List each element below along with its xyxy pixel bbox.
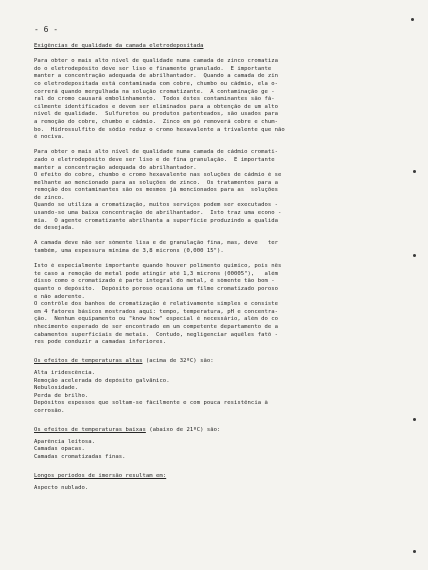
list-item: Nebulosidade. xyxy=(34,385,79,392)
text-line: Para obter o mais alto nível de qualidade numa camada de cádmio cromati- xyxy=(34,149,279,156)
text-line: ção. Nenhum equipamento ou "know how" especial é necessário, além do co xyxy=(34,316,279,323)
text-line: melhante ao mencionado para as soluções de zinco. Os tratamentos para a xyxy=(34,179,279,186)
list-item: Camadas cromatizadas finas. xyxy=(34,453,126,460)
text-line: disso como o cromatizado é parte integral do metal, é sòmente tão bom - xyxy=(34,278,275,285)
margin-mark xyxy=(413,254,416,257)
margin-mark xyxy=(413,418,416,421)
text-line: manter a concentração adequada de abrilhantador. Quando a camada de zin xyxy=(34,73,279,80)
list-item: Depósitos espessos que soltam-se fàcilmente e com pouca resistência à xyxy=(34,400,268,407)
paragraph-thickness xyxy=(34,240,402,255)
text-line: usando-se uma baixa concentração de abrilhantador. Isto traz uma econo - xyxy=(34,210,282,217)
text-line: co eletrodepositada está contaminada com cobre, chumbo ou cádmio, ela o- xyxy=(34,80,279,87)
text-line: Isto é especialmente importante quando houver polimento químico, pois nês xyxy=(34,263,282,270)
text-line: de desejada. xyxy=(34,225,75,232)
text-line: quanto o depósito. Depósito poroso ocasiona um filme cromatizado poroso xyxy=(34,286,279,292)
list-item: corrosão. xyxy=(34,407,65,414)
text-line: e não aderente. xyxy=(34,293,85,300)
text-line: em 4 fatores básicos mostrados aqui: tempo, temperatura, pH e concentra- xyxy=(34,308,279,315)
subsection-suffix: (abaixo de 21ºC) são: xyxy=(145,427,221,434)
list-low-temp xyxy=(34,439,402,462)
text-line: do o eletrodepósito deve ser liso e finamente granulado. É importante xyxy=(34,65,272,72)
text-line: correrá quando mergulhada na solução cromatizante. A contaminação ge - xyxy=(34,88,275,95)
text-line: a remoção do cobre, chumbo e cádmio. Zinco em pó removerá cobre e chum- xyxy=(34,118,279,125)
text-line: Para obter o mais alto nível de qualidade numa camada de zinco cromatiza xyxy=(34,58,279,65)
text-line: cilmente identificados e devem ser eliminados para a obtenção de um alto xyxy=(34,103,279,110)
text-line: zado o eletrodepósito deve ser liso e de fina granulação. É importante xyxy=(34,156,275,163)
text-line: mia. O agente cromatizante abrilhanta a superfície produzindo a qualida xyxy=(34,217,279,224)
text-line: Quando se utiliza a cromatização, muitos serviços podem ser executados - xyxy=(34,202,279,209)
list-item: Aspecto nublado. xyxy=(34,484,89,491)
text-line: A camada deve não ser sòmente lisa e de granulação fina, mas, deve ter xyxy=(34,240,279,247)
margin-mark xyxy=(411,18,414,21)
paragraph-polishing xyxy=(34,263,402,347)
subsection-title: Os efeitos de temperaturas baixas xyxy=(34,427,146,434)
text-line: cabamentos superficiais de metais. Contudo, negligenciar aquêles fatô - xyxy=(34,331,279,338)
text-line: ral do cromo causará embolinhamento. Todos êstes contaminantes são fá- xyxy=(34,96,275,103)
list-item: Remoção acelerada do depósito galvânico. xyxy=(34,377,170,384)
text-line: O contrôle dos banhos de cromatização é relativamente simples e consiste xyxy=(34,301,279,308)
margin-mark xyxy=(413,550,416,553)
subsection-heading-high-temp xyxy=(34,358,402,366)
subsection-heading-low-temp xyxy=(34,427,402,435)
text-line: manter a concentração adequada do abrilhantador. xyxy=(34,164,197,171)
text-line: é nociva. xyxy=(34,134,65,141)
page-number: - 6 - xyxy=(34,25,59,34)
text-line: nível de qualidade. Sulfuretos ou produtos patenteados, são usados para xyxy=(34,111,279,118)
margin-mark xyxy=(413,170,416,173)
section-heading: Exigências de qualidade da camada eletrodepositada xyxy=(34,43,204,49)
subsection-heading-immersion: Longos períodos de imersão resultam em: xyxy=(34,473,167,480)
list-item: Camadas opacas. xyxy=(34,446,85,453)
list-item: Aparência leitosa. xyxy=(34,438,96,445)
paragraph-zinc xyxy=(34,58,402,142)
text-line: te caso a remoção de metal pode atingir até 1,3 microns (00005"), além xyxy=(34,270,279,277)
subsection-title: Os efeitos de temperaturas altas xyxy=(34,358,143,365)
text-line: O efeito do cobre, chumbo e cromo hexavalente nas soluções de cádmio é se xyxy=(34,172,282,179)
text-line: remoção dos contaminantes são os mesmos já mencionados para as soluções xyxy=(34,187,279,194)
text-line: nhecimento esperado de ser encontrado em um competente departamento de a xyxy=(34,323,279,330)
text-line: de zinco. xyxy=(34,194,65,201)
paragraph-cadmium xyxy=(34,149,402,233)
list-high-temp xyxy=(34,370,402,416)
text-line: também, uma espessura mínima de 3,8 microns (0,000 15"). xyxy=(34,248,224,255)
text-line: res pode conduzir a camadas inferiores. xyxy=(34,339,167,346)
list-immersion xyxy=(34,485,402,493)
list-item: Perda de brilho. xyxy=(34,392,89,399)
document-body xyxy=(34,43,402,492)
text-line: bo. Hidrossulfito de sódio reduz o cromo hexavalente a trivalente que não xyxy=(34,126,285,133)
subsection-suffix: (acima de 32ºC) são: xyxy=(142,358,214,365)
list-item: Alta iridescência. xyxy=(34,369,96,376)
